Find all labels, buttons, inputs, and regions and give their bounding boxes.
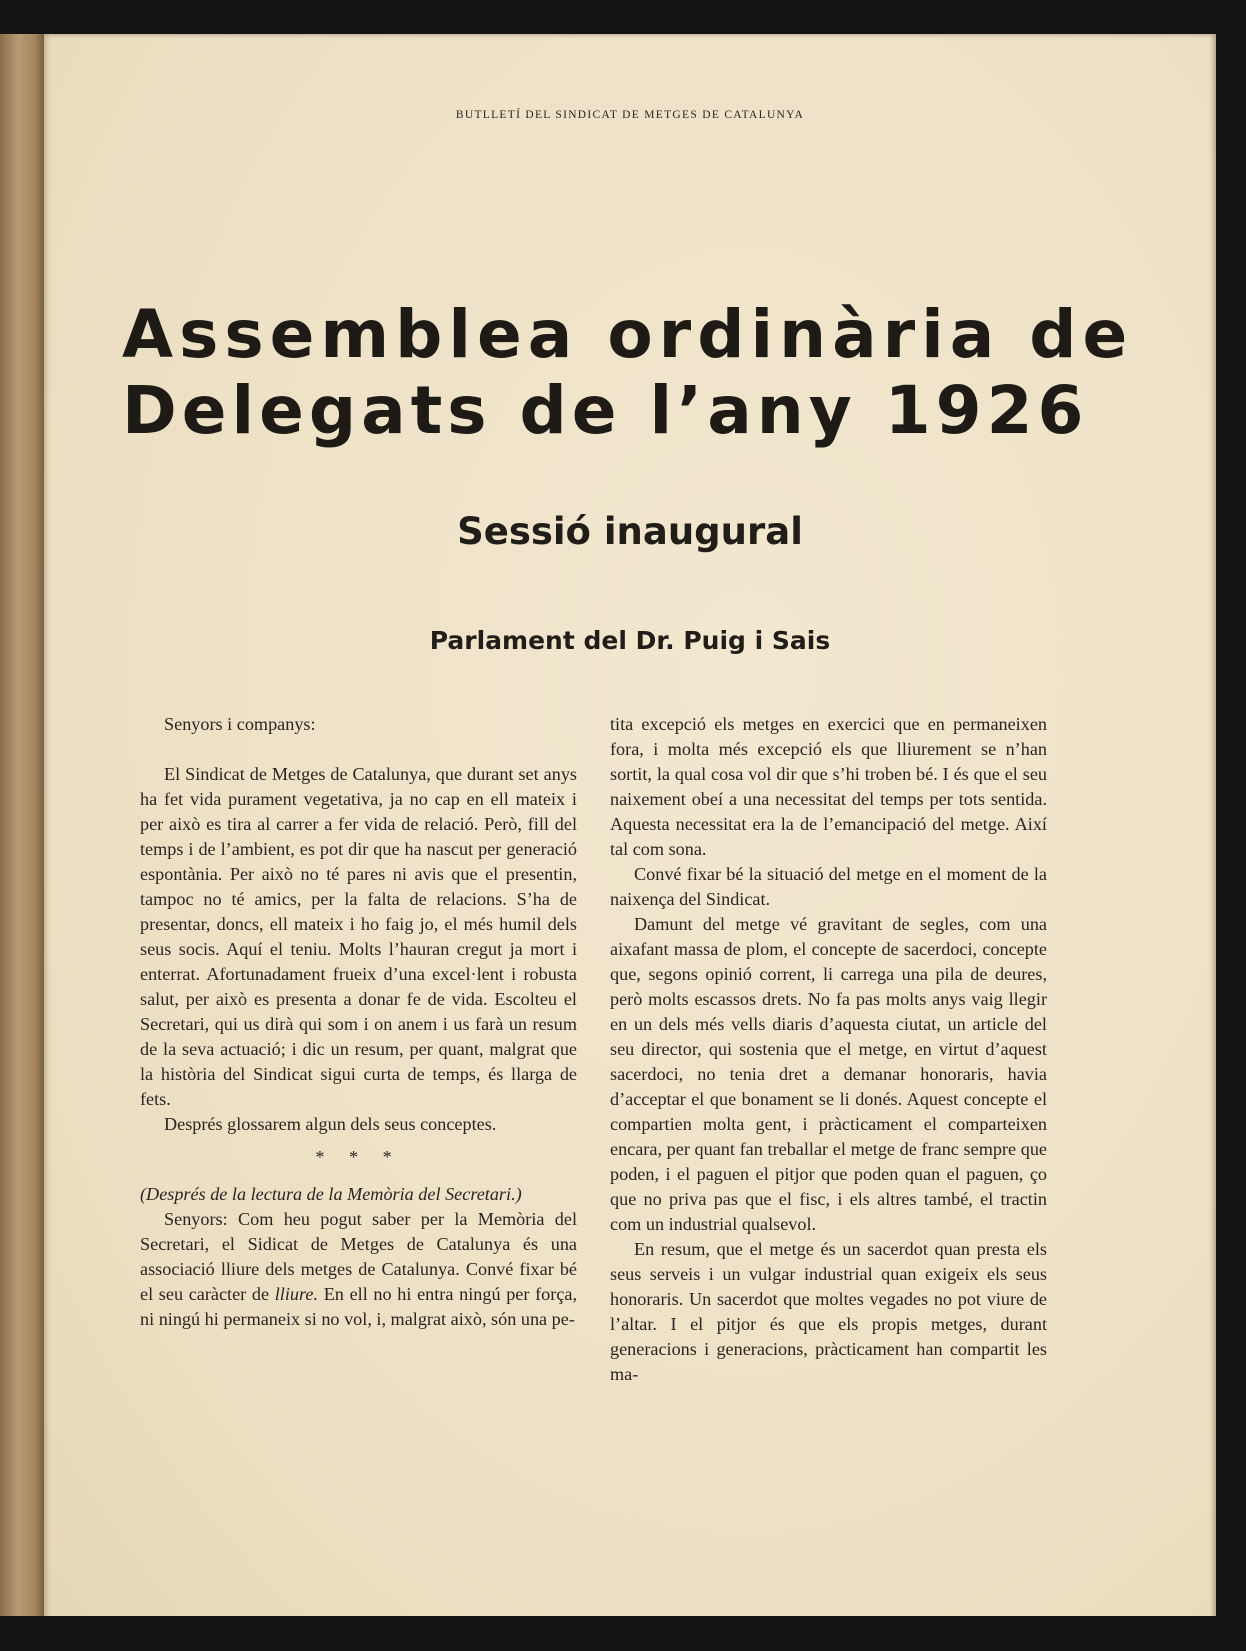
paragraph-text: Senyors: Com heu pogut saber per la Memòria del Secretari, el Sidicat de Metges de Catalunya és una associació lliure dels metges de Catalunya. Convé fixar bé el seu caràcter de <box>140 1209 577 1304</box>
scan-bottom-border <box>0 1616 1246 1651</box>
speech-heading: Parlament del Dr. Puig i Sais <box>429 626 831 655</box>
paragraph: Convé fixar bé la situació del metge en el moment de la naixença del Sindicat. <box>610 864 1047 909</box>
left-column <box>140 712 577 1332</box>
right-column <box>610 712 1047 1387</box>
book-spine-edge <box>0 34 46 1651</box>
salutation: Senyors i companys: <box>164 714 316 734</box>
running-head: BUTLLETÍ DEL SINDICAT DE METGES DE CATALUNYA <box>455 109 805 121</box>
article-title-line-2: Delegats de l’any 1926 <box>122 372 1089 449</box>
emphasis-word: lliure. <box>274 1284 319 1304</box>
paragraph: El Sindicat de Metges de Catalunya, que durant set anys ha fet vida purament vegetativa, ja no cap en ell mateix i per això es tira al carrer a fer vida de relació. Però, fill del temps i de l’ambient, es pot dir que ha nascut per generació espontània. Per això no té pares ni avis que el presentin, tampoc no té amics, per la falta de relacions. S’ha de presentar, doncs, ell mateix i ho faig jo, el més humil dels seus socis. Aquí el teniu. Molts l’hauran cregut ja mort i enterrat. Afortunadament frueix d’una excel·lent i robusta salut, per això es presenta a donar fe de vida. Escolteu el Secretari, qui us dirà qui som i on anem i us farà un resum de la seva actuació; i dic un resum, per quant, malgrat que la història del Sindicat sigui curta de temps, és llarga de fets. <box>140 764 577 1109</box>
paragraph: tita excepció els metges en exercici que en permaneixen fora, i molta més excepció els que lliurement se n’han sortit, la qual cosa vol dir que s’hi troben bé. I és que el seu naixement obeí a una necessitat del temps per tots sentida. Aquesta necessitat era la de l’emancipació del metge. Així tal com sona. <box>610 714 1047 859</box>
section-separator: * * * <box>315 1147 402 1167</box>
article-title-line-1: Assemblea ordinària de <box>122 296 1134 373</box>
document-page <box>44 34 1216 1651</box>
paragraph: En resum, que el metge és un sacerdot quan presta els seus serveis i un vulgar industrial quan exigeix els seus honoraris. Un sacerdot que moltes vegades no pot viure de l’altar. I el pitjor és que els propis metges, durant generacions i generacions, pràcticament han compartit les ma- <box>610 1239 1047 1384</box>
paragraph <box>140 1207 577 1332</box>
stage-note: (Després de la lectura de la Memòria del Secretari.) <box>140 1184 522 1204</box>
paragraph: Damunt del metge vé gravitant de segles, com una aixafant massa de plom, el concepte de sacerdoci, concepte que, segons opinió corrent, li carrega una pila de deures, però molts escassos drets. No fa pas molts anys vaig llegir en un dels més vells diaris d’aquesta ciutat, un article del seu director, qui sostenia que el metge, en virtut d’aquest sacerdoci, no tenia dret a demanar honoraris, havia d’acceptar el que bonament se li donés. Aquest concepte el compartien molta gent, i pràcticament el comparteixen encara, per quant fan treballar el metge de franc sempre que poden, i el paguen el pitjor que poden quan el paguen, ço que no priva pas que el fisc, i els altres també, el tractin com un industrial qualsevol. <box>610 914 1047 1234</box>
paragraph: Després glossarem algun dels seus conceptes. <box>164 1114 497 1134</box>
article-subtitle: Sessió inaugural <box>457 510 803 553</box>
paragraph-text: En ell no hi entra ningú per força, ni ningú hi permaneix si no vol, i, malgrat això, són una pe- <box>140 1284 577 1329</box>
